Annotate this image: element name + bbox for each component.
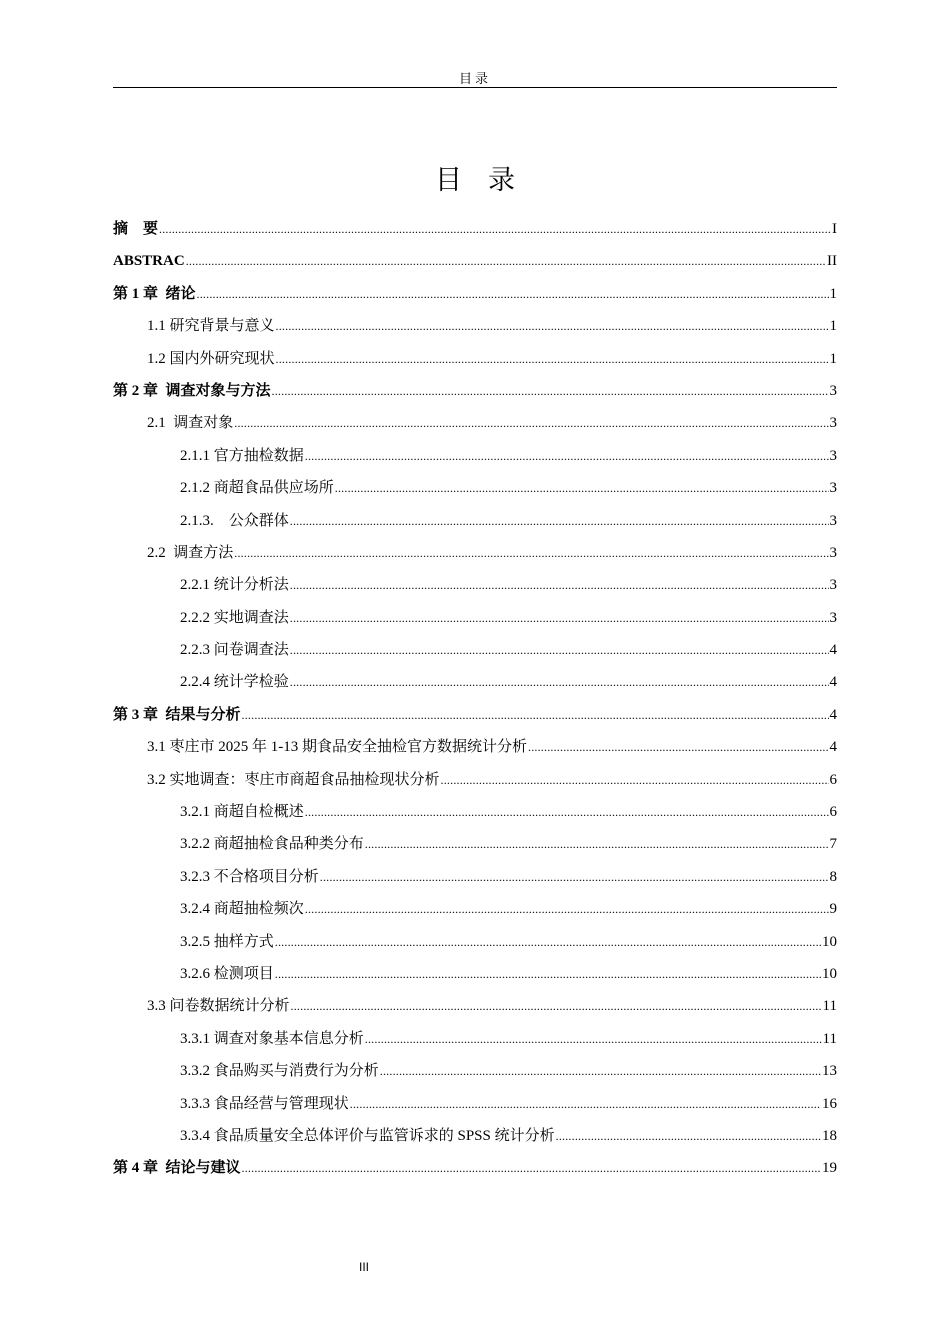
toc-entry[interactable] (113, 799, 837, 831)
toc-entry[interactable] (113, 864, 837, 896)
toc-entry[interactable] (113, 896, 837, 928)
toc-entry-page: 18 (822, 1127, 837, 1144)
toc-entry-page: 3 (829, 480, 837, 497)
toc-entry[interactable] (113, 475, 837, 507)
toc-entry-page: 19 (822, 1160, 837, 1177)
toc-entry-label: 第 3 章 结果与分析 (113, 706, 241, 723)
toc-entry-label: 3.2 实地调查：枣庄市商超食品抽检现状分析 (147, 771, 440, 788)
toc-entry[interactable] (113, 637, 837, 669)
toc-entry[interactable] (113, 378, 837, 410)
dot-leader (290, 508, 829, 534)
toc-entry[interactable] (113, 508, 837, 540)
toc-entry-page: 16 (822, 1095, 837, 1112)
toc-entry-label: 3.1 枣庄市 2025 年 1-13 期食品安全抽检官方数据统计分析 (147, 739, 527, 756)
toc-entry[interactable] (113, 1026, 837, 1058)
dot-leader (242, 702, 829, 728)
toc-entry-page: 9 (829, 901, 837, 918)
dot-leader (290, 637, 829, 663)
toc-entry-page: 6 (829, 804, 837, 821)
toc-entry[interactable] (113, 313, 837, 345)
toc-entry-page: 4 (829, 674, 837, 691)
dot-leader (305, 799, 829, 825)
dot-leader (242, 1155, 821, 1181)
toc-entry[interactable] (113, 248, 837, 280)
toc-entry-label: 第 2 章 调查对象与方法 (113, 382, 271, 399)
toc-entry-page: 3 (829, 382, 837, 399)
dot-leader (197, 281, 829, 307)
toc-entry-page: 1 (829, 318, 837, 335)
toc-entry-page: 3 (829, 544, 837, 561)
toc-entry-page: 4 (829, 739, 837, 756)
toc-entry-label: 1.1 研究背景与意义 (147, 318, 275, 335)
dot-leader (290, 572, 829, 598)
toc-entry-label: 摘 要 (113, 221, 159, 237)
toc-entry-label: 2.1.2 商超食品供应场所 (180, 480, 334, 497)
toc-entry-label: 1.2 国内外研究现状 (147, 350, 275, 367)
toc-entry-label: 2.1 调查对象 (147, 415, 234, 432)
toc-entry[interactable] (113, 572, 837, 604)
toc-entry-label: 2.2.2 实地调查法 (180, 609, 289, 626)
toc-entry-label: 2.2 调查方法 (147, 544, 234, 561)
toc-entry-label: 第 1 章 绪论 (113, 285, 196, 302)
dot-leader (159, 216, 831, 242)
toc-entry-page: 10 (822, 965, 837, 982)
toc-entry-page: 10 (822, 933, 837, 950)
dot-leader (441, 767, 829, 793)
toc-entry-label: 3.2.3 不合格项目分析 (180, 868, 319, 885)
running-header: 目录 (458, 71, 491, 86)
toc-entry-label: 2.1.3. 公众群体 (180, 512, 289, 529)
toc-entry-label: 3.3.4 食品质量安全总体评价与监管诉求的 SPSS 统计分析 (180, 1127, 555, 1144)
toc-entry-page: 3 (829, 447, 837, 464)
toc-entry-label: 3.2.1 商超自检概述 (180, 804, 304, 821)
dot-leader (350, 1091, 821, 1117)
toc-entry-label: 第 4 章 结论与建议 (113, 1160, 241, 1177)
toc-entry[interactable] (113, 929, 837, 961)
toc-entry-label: 3.2.4 商超抽检频次 (180, 901, 304, 918)
toc-entry-label: 2.1.1 官方抽检数据 (180, 447, 304, 464)
toc-entry-label: 3.2.5 抽样方式 (180, 933, 274, 950)
toc-entry[interactable] (113, 767, 837, 799)
toc-entry[interactable] (113, 540, 837, 572)
toc-entry[interactable] (113, 605, 837, 637)
dot-leader (365, 1026, 822, 1052)
dot-leader (291, 993, 822, 1019)
toc-entry[interactable] (113, 961, 837, 993)
toc-entry[interactable] (113, 410, 837, 442)
dot-leader (380, 1058, 821, 1084)
toc-entry-label: 2.2.4 统计学检验 (180, 674, 289, 691)
dot-leader (186, 248, 826, 274)
toc-entry-label: 3.3.3 食品经营与管理现状 (180, 1095, 349, 1112)
dot-leader (365, 831, 829, 857)
header-rule (113, 87, 837, 88)
toc-entry[interactable] (113, 216, 837, 248)
dot-leader (275, 929, 821, 955)
toc-entry-label: 3.3 问卷数据统计分析 (147, 998, 290, 1015)
page-number: III (359, 1260, 370, 1274)
toc-entry-page: 3 (829, 577, 837, 594)
toc-entry[interactable] (113, 831, 837, 863)
toc-entry-page: 7 (829, 836, 837, 853)
toc-entry-page: II (827, 253, 837, 270)
toc-entry-page: I (832, 221, 837, 237)
toc-entry-page: 3 (829, 609, 837, 626)
dot-leader (528, 734, 829, 760)
dot-leader (320, 864, 829, 890)
toc-entry-page: 4 (829, 642, 837, 659)
toc-entry[interactable] (113, 1155, 837, 1187)
toc-entry-page: 4 (829, 706, 837, 723)
toc-entry[interactable] (113, 281, 837, 313)
toc-entry-page: 1 (829, 350, 837, 367)
dot-leader (335, 475, 829, 501)
dot-leader (276, 346, 829, 372)
toc-entry-label: 3.3.2 食品购买与消费行为分析 (180, 1063, 379, 1080)
toc-entry[interactable] (113, 734, 837, 766)
table-of-contents (113, 216, 837, 1188)
dot-leader (276, 313, 829, 339)
toc-entry-label: 2.2.1 统计分析法 (180, 577, 289, 594)
toc-entry-page: 13 (822, 1063, 837, 1080)
toc-entry-page: 1 (829, 285, 837, 302)
toc-entry-label: 3.2.2 商超抽检食品种类分布 (180, 836, 364, 853)
dot-leader (290, 669, 829, 695)
toc-entry-page: 11 (822, 1030, 837, 1047)
toc-entry-label: ABSTRAC (113, 253, 185, 270)
toc-entry[interactable] (113, 1058, 837, 1090)
toc-entry[interactable] (113, 346, 837, 378)
toc-entry[interactable] (113, 1123, 837, 1155)
toc-entry[interactable] (113, 702, 837, 734)
toc-entry[interactable] (113, 669, 837, 701)
toc-entry-label: 3.2.6 检测项目 (180, 965, 274, 982)
toc-entry[interactable] (113, 1091, 837, 1123)
dot-leader (234, 540, 828, 566)
dot-leader (556, 1123, 821, 1149)
toc-entry-page: 11 (822, 998, 837, 1015)
dot-leader (272, 378, 829, 404)
toc-entry[interactable] (113, 993, 837, 1025)
toc-entry[interactable] (113, 443, 837, 475)
toc-entry-page: 3 (829, 415, 837, 432)
dot-leader (305, 896, 829, 922)
toc-entry-label: 2.2.3 问卷调查法 (180, 642, 289, 659)
page-title: 目录 (435, 165, 541, 195)
dot-leader (234, 410, 828, 436)
toc-entry-page: 8 (829, 868, 837, 885)
dot-leader (275, 961, 821, 987)
dot-leader (290, 605, 829, 631)
toc-entry-page: 3 (829, 512, 837, 529)
dot-leader (305, 443, 829, 469)
toc-entry-label: 3.3.1 调查对象基本信息分析 (180, 1030, 364, 1047)
toc-entry-page: 6 (829, 771, 837, 788)
